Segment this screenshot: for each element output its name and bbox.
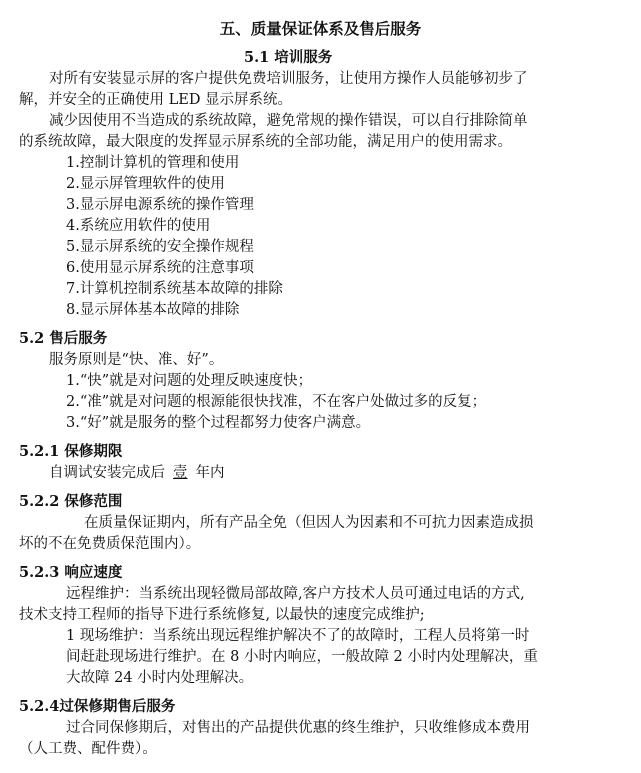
s523-line4: 间赶赴现场进行维护。在 8 小时内响应，一般故障 2 小时内处理解决，重 xyxy=(66,649,538,665)
list-item: 3.“好”就是服务的整个过程都努力使客户满意。 xyxy=(66,415,371,431)
section-5-1-heading: 5.1 培训服务 xyxy=(244,49,333,66)
s523-line1: 远程维护：当系统出现轻微局部故障,客户方技术人员可通过电话的方式, xyxy=(66,586,525,602)
section-5-2-3-heading: 5.2.3 响应速度 xyxy=(19,564,123,581)
list-item: 7.计算机控制系统基本故障的排除 xyxy=(66,281,283,297)
s522-line2: 坏的不在免费质保范围内）。 xyxy=(19,536,201,552)
s523-line2: 技术支持工程师的指导下进行系统修复, 以最快的速度完成维护; xyxy=(19,607,425,623)
warranty-text-after: 年内 xyxy=(195,465,225,481)
list-item: 6.使用显示屏系统的注意事项 xyxy=(66,260,254,276)
page-title: 五、质量保证体系及售后服务 xyxy=(219,19,422,38)
list-item: 8.显示屏体基本故障的排除 xyxy=(66,302,240,318)
s523-line5: 大故障 24 小时内处理解决。 xyxy=(66,670,254,686)
list-item: 4.系统应用软件的使用 xyxy=(66,218,211,234)
list-item: 3.显示屏电源系统的操作管理 xyxy=(66,197,254,213)
warranty-text-before: 自调试安装完成后 xyxy=(49,465,165,481)
s523-line3: 1 现场维护：当系统出现远程维护解决不了的故障时，工程人员将第一时 xyxy=(66,628,530,644)
s51-p2-line2: 的系统故障，最大限度的发挥显示屏系统的全部功能，满足用户的使用需求。 xyxy=(19,134,512,150)
section-5-2-1-heading: 5.2.1 保修期限 xyxy=(19,443,123,460)
s524-line2: （人工费、配件费）。 xyxy=(19,741,157,757)
s524-line1: 过合同保修期后，对售出的产品提供优惠的终生维护，只收维修成本费用 xyxy=(66,720,530,736)
section-5-2-4-heading: 5.2.4过保修期售后服务 xyxy=(19,698,176,715)
service-principle: 服务原则是“快、准、好”。 xyxy=(49,352,224,368)
section-5-2-2-heading: 5.2.2 保修范围 xyxy=(19,493,123,510)
list-item: 1.“快”就是对问题的处理反映速度快； xyxy=(66,373,313,389)
section-5-2-heading: 5.2 售后服务 xyxy=(19,330,108,347)
warranty-period xyxy=(49,464,225,482)
list-item: 2.显示屏管理软件的使用 xyxy=(66,176,225,192)
list-item: 1.控制计算机的管理和使用 xyxy=(66,155,240,171)
list-item: 2.“准”就是对问题的根源能很快找准，不在客户处做过多的反复； xyxy=(66,394,487,410)
s51-p2-line1: 减少因使用不当造成的系统故障，避免常规的操作错误，可以自行排除简单 xyxy=(49,113,528,129)
list-item: 5.显示屏系统的安全操作规程 xyxy=(66,239,254,255)
warranty-years: 壹 xyxy=(173,465,188,481)
s51-p1-line2: 解，并安全的正确使用 LED 显示屏系统。 xyxy=(19,92,293,108)
s522-line1: 在质量保证期内，所有产品全免（但因人为因素和不可抗力因素造成损 xyxy=(84,515,534,531)
s51-p1-line1: 对所有安装显示屏的客户提供免费培训服务，让使用方操作人员能够初步了 xyxy=(49,71,528,87)
